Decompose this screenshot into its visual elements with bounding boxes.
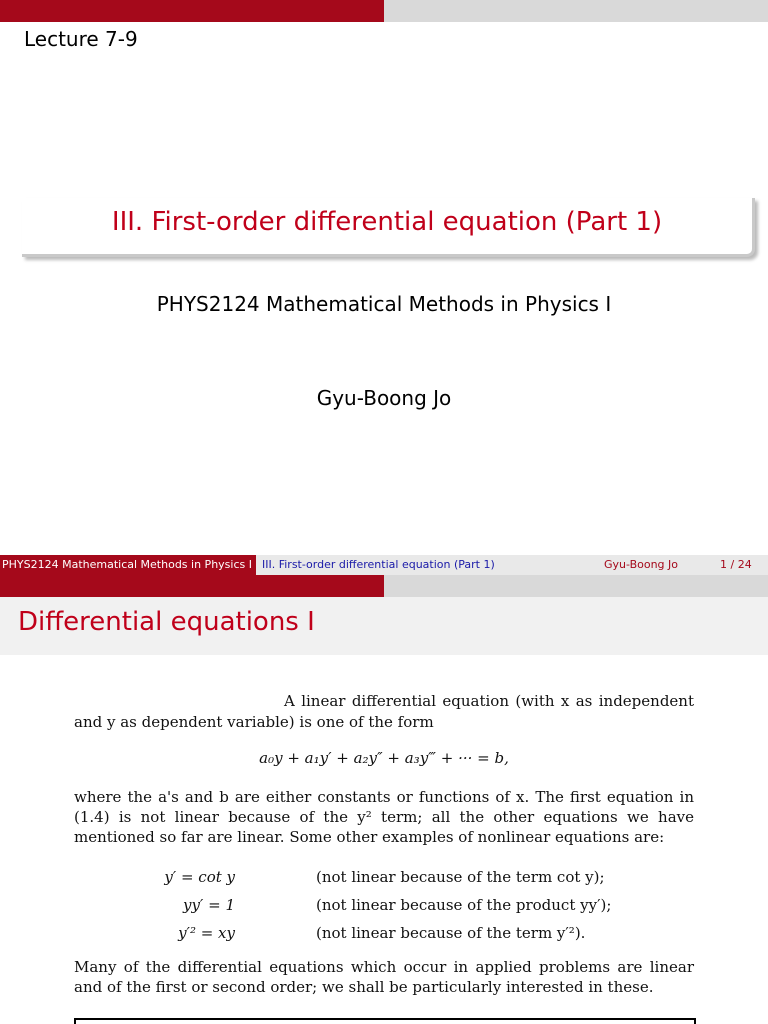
example-note: (not linear because of the product yy′); (316, 896, 612, 914)
example-equation: y′ = cot y (164, 868, 235, 886)
course-subtitle: PHYS2124 Mathematical Methods in Physics I (156, 292, 612, 316)
frame-title-bar (0, 597, 768, 655)
header-bar-red-2 (0, 575, 384, 597)
footline-author[interactable]: Gyu-Boong Jo (604, 558, 679, 571)
frame-title: Differential equations I (18, 607, 315, 637)
footline-section[interactable]: III. First-order differential equation (Part 1) (256, 555, 512, 575)
header-bar (0, 0, 768, 22)
example-row (140, 891, 760, 919)
lecture-label: Lecture 7-9 (24, 27, 138, 51)
header-bar-grey-2 (384, 575, 768, 597)
author-name: Gyu-Boong Jo (316, 386, 452, 410)
box-frame-top (74, 1018, 696, 1024)
general-linear-equation: a₀y + a₁y′ + a₂y″ + a₃y‴ + ··· = b, (259, 749, 509, 767)
paragraph-nonlinear-intro: where the a's and b are either constants or functions of x. The first equation in (1.4) is not linear because of the y² term; all the other equations we have mentioned so far are linear. Some other examples of nonlinear equations are: (74, 788, 694, 846)
example-row (140, 919, 760, 947)
example-row (140, 863, 760, 891)
paragraph-applied-problems: Many of the differential equations which occur in applied problems are linear and of the first or second order; we shall be particularly interested in these. (74, 958, 694, 996)
paragraph-text: A linear differential equation (with x as independent and y as dependent variable) is one of the form (74, 692, 694, 731)
content-slide (0, 575, 768, 1024)
example-equation: yy′ = 1 (182, 896, 235, 914)
paragraph-linear-definition (74, 691, 694, 733)
header-bar-grey (384, 0, 768, 22)
example-equation: y′² = xy (178, 924, 235, 942)
title-box (22, 198, 755, 257)
presentation-title: III. First-order differential equation (Part 1) (111, 207, 663, 237)
example-note: (not linear because of the term y′²). (316, 924, 586, 942)
footline (0, 555, 768, 575)
header-bar-2 (0, 575, 768, 597)
footline-page-number: 1 / 24 (720, 558, 752, 571)
nonlinear-examples (140, 863, 760, 947)
footline-course[interactable]: PHYS2124 Mathematical Methods in Physics I (0, 555, 256, 575)
example-note: (not linear because of the term cot y); (316, 868, 605, 886)
header-bar-red (0, 0, 384, 22)
